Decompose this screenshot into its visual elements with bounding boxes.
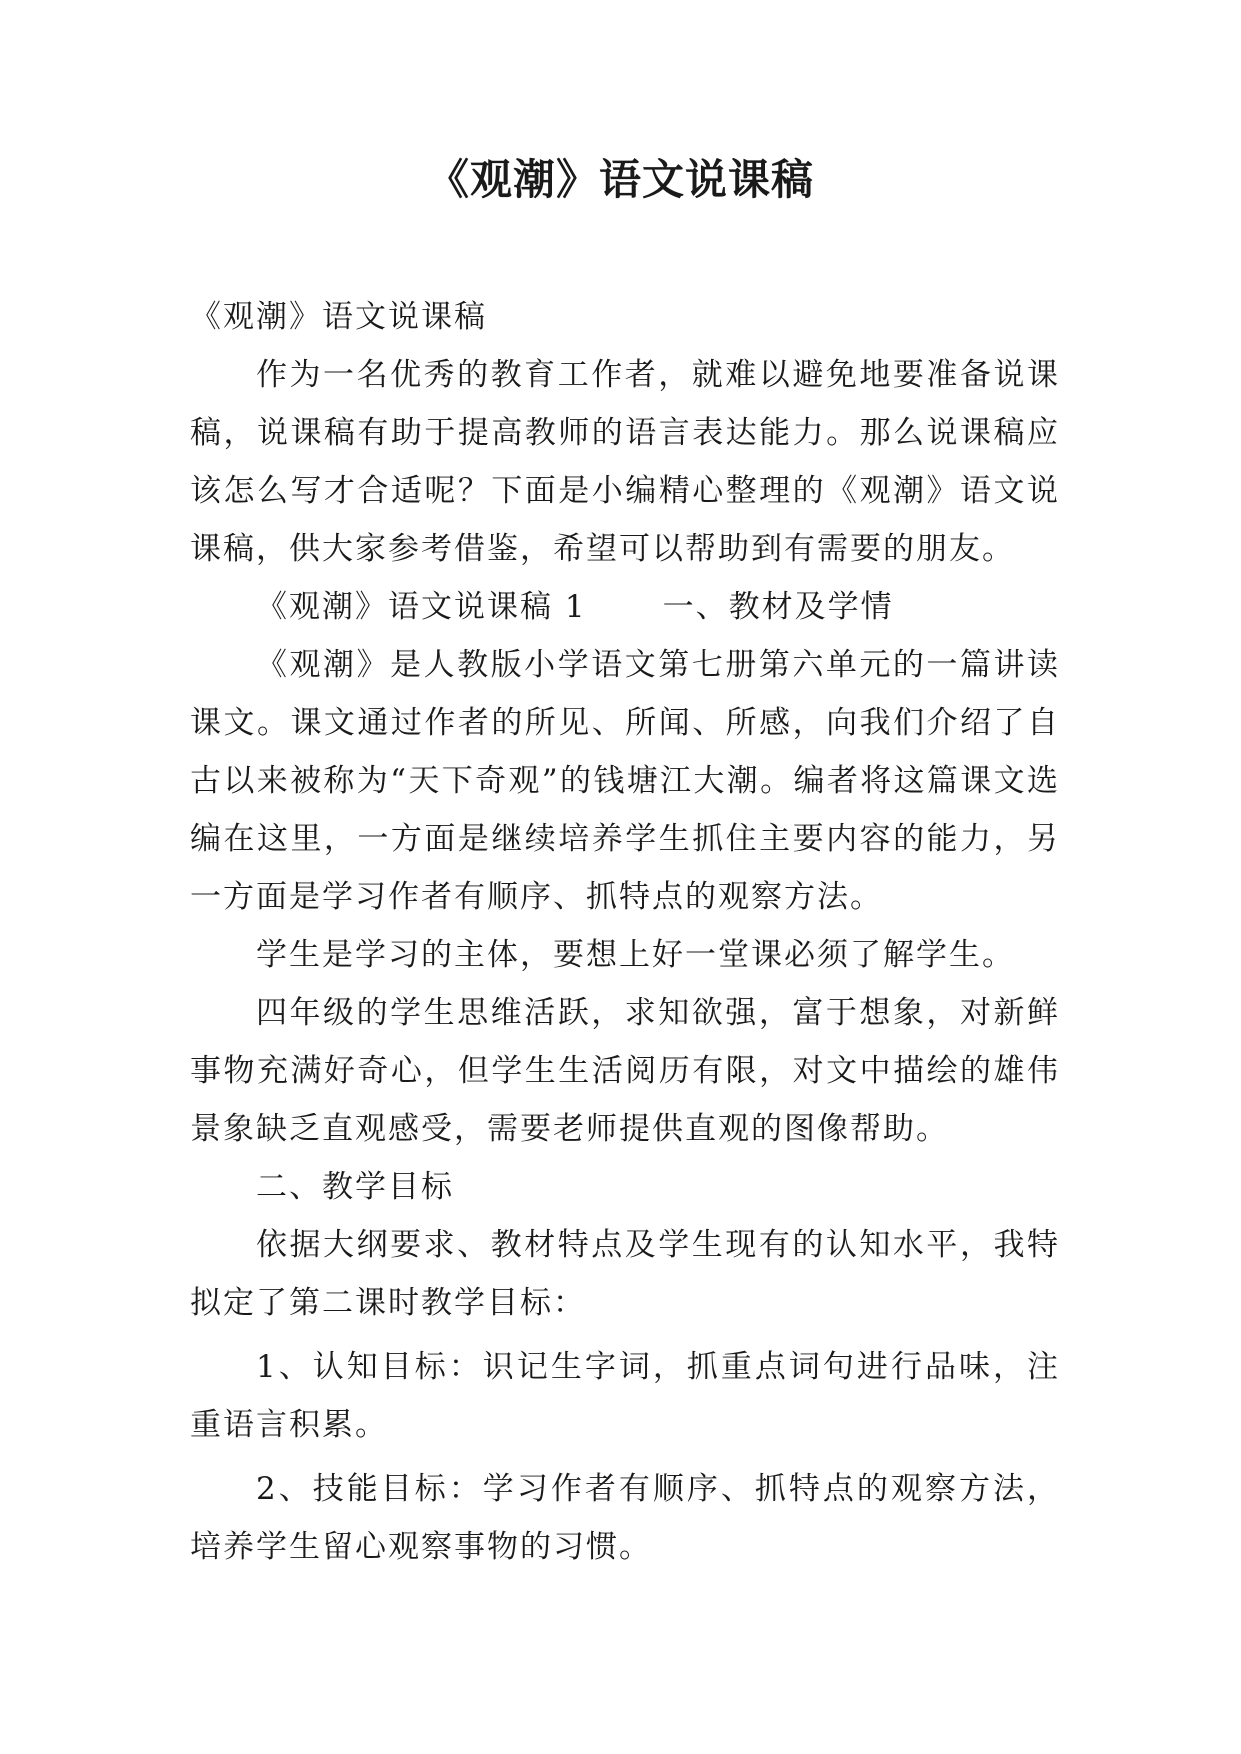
- heading-goals: 二、教学目标: [256, 1169, 454, 1205]
- goal-item-1: 1、认知目标：识记生字词，抓重点词句进行品味，注重语言积累。: [190, 1349, 1060, 1443]
- section-heading-1: [190, 578, 1060, 636]
- paragraph-intro: 作为一名优秀的教育工作者，就难以避免地要准备说课稿，说课稿有助于提高教师的语言表达能力。那么说课稿应该怎么写才合适呢？下面是小编精心整理的《观潮》语文说课稿，供大家参考借鉴，希望可以帮助到有需要的朋友。: [190, 357, 1060, 567]
- section-heading-1-sub: 一、教材及学情: [662, 589, 894, 625]
- document-title: 《观潮》语文说课稿: [426, 155, 814, 204]
- section-heading-1-title: 《观潮》语文说课稿 1: [256, 589, 587, 625]
- paragraph-material: 《观潮》是人教版小学语文第七册第六单元的一篇讲读课文。课文通过作者的所见、所闻、所感，向我们介绍了自古以来被称为“天下奇观”的钱塘江大潮。编者将这篇课文选编在这里，一方面是继续培养学生抓住主要内容的能力，另一方面是学习作者有顺序、抓特点的观察方法。: [190, 647, 1060, 915]
- paragraph-grade4: 四年级的学生思维活跃，求知欲强，富于想象，对新鲜事物充满好奇心，但学生生活阅历有限，对文中描绘的雄伟景象缺乏直观感受，需要老师提供直观的图像帮助。: [190, 995, 1060, 1147]
- paragraph-basis: 依据大纲要求、教材特点及学生现有的认知水平，我特拟定了第二课时教学目标：: [190, 1227, 1060, 1321]
- paragraph-students: 学生是学习的主体，要想上好一堂课必须了解学生。: [256, 937, 1015, 973]
- document-subtitle: 《观潮》语文说课稿: [190, 299, 487, 335]
- document-body: [190, 288, 1060, 1576]
- goal-item-2: 2、技能目标：学习作者有顺序、抓特点的观察方法，培养学生留心观察事物的习惯。: [190, 1471, 1060, 1565]
